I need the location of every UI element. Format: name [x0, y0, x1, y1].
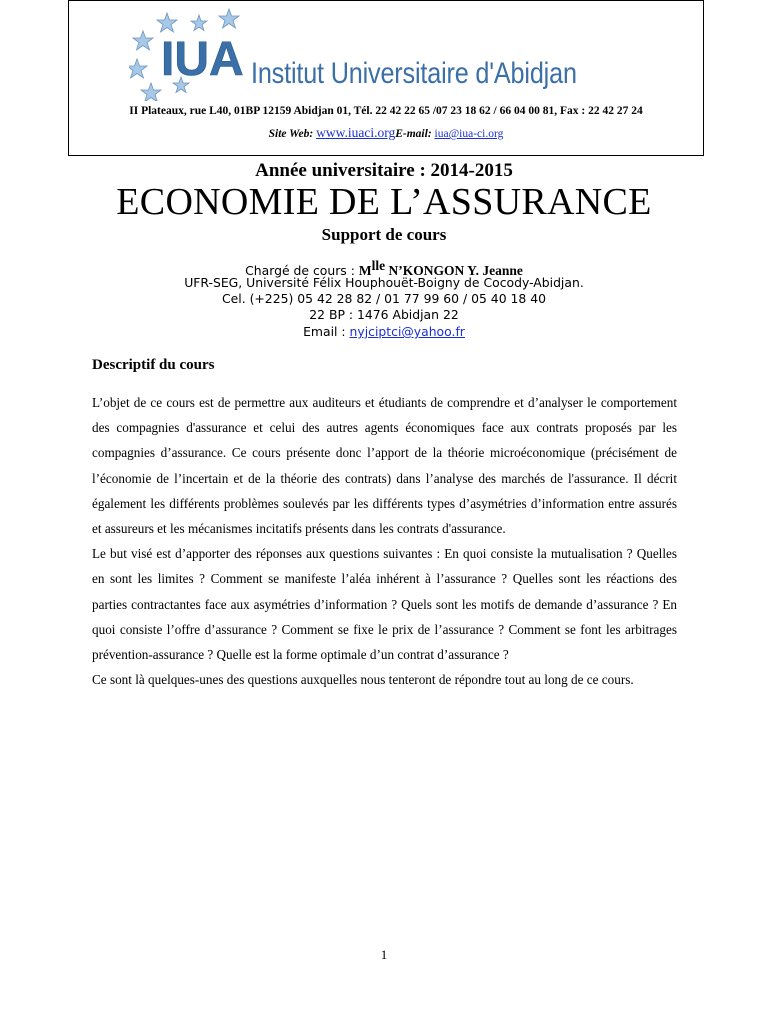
email-label: E-mail: — [395, 128, 432, 140]
page-number: 1 — [380, 947, 388, 962]
section-heading: Descriptif du cours — [92, 357, 215, 373]
letterhead-box — [68, 0, 704, 156]
description-paragraph: Ce sont là quelques-unes des questions auxquelles nous tenteront de répondre tout au long de ce cours. — [92, 672, 634, 688]
description-paragraph: Le but visé est d’apporter des réponses aux questions suivantes : En quoi consiste la mutualisation ? Quelles en sont les limites ? Comment se manifeste l’aléa inhérent à l’assurance ? Quelles sont les réactions des parties contractantes face aux asymétries d’information ? Quels sont les motifs de demande d’assurance ? En quoi consiste l’offre d’assurance ? Comment se fixe le prix de l’assurance ? Comment se font les arbitrages prévention-assurance ? Quelle est la forme optimale d’un contrat d’assurance ? — [92, 546, 677, 663]
po-box: 22 BP : 1476 Abidjan 22 — [309, 307, 459, 322]
affiliation: UFR-SEG, Université Félix Houphouët-Boigny de Cocody-Abidjan. — [184, 275, 584, 290]
logo-star — [191, 15, 207, 31]
logo-star — [129, 59, 147, 78]
course-description — [92, 390, 677, 692]
institution-name: Institut Universitaire d'Abidjan — [251, 57, 577, 90]
lecturer-email-link[interactable]: nyjciptci@yahoo.fr — [349, 324, 465, 339]
lecturer-label: Chargé de cours : — [245, 263, 359, 279]
phone-numbers: Cel. (+225) 05 42 28 82 / 01 77 99 60 / 05 40 18 40 — [222, 291, 546, 306]
lecturer-title: M — [358, 263, 372, 279]
site-link[interactable]: www.iuaci.org — [316, 125, 396, 140]
logo-star — [141, 83, 161, 101]
description-paragraph: L’objet de ce cours est de permettre aux auditeurs et étudiants de comprendre et d’analyser le comportement des compagnies d'assurance et celui des autres agents économiques face aux contrats proposés par les compagnies d’assurance. Ce cours présente donc l’apport de la théorie microéconomique (précisément de l’économie de l’incertain et de la théorie des contrats) dans l’analyse des marchés de l'assurance. Il décrit également les différents problèmes soulevés par les différents types d’asymétries d’information entre assurés et assureurs et les mécanismes incitatifs présents dans les contrats d'assurance. — [92, 395, 677, 537]
address-line: II Plateaux, rue L40, 01BP 12159 Abidjan 01, Tél. 22 42 22 65 /07 23 18 62 / 66 04 00 81, Fax : 22 42 27 24 — [129, 105, 643, 117]
email-link[interactable]: iua@iua-ci.org — [434, 128, 504, 140]
site-label: Site Web: — [268, 128, 314, 140]
course-subtitle: Support de cours — [321, 225, 447, 244]
logo-star — [219, 9, 239, 28]
lecturer-title-sup: lle — [371, 258, 386, 273]
email-line — [0, 324, 768, 339]
logo-star — [157, 13, 177, 32]
lecturer-name: N’KONGON Y. Jeanne — [385, 263, 523, 279]
academic-year: Année universitaire : 2014-2015 — [255, 160, 513, 181]
logo-text: IUA — [161, 33, 244, 86]
email-label: Email : — [303, 324, 350, 339]
course-title: ECONOMIE DE L’ASSURANCE — [116, 181, 652, 223]
contact-line — [69, 125, 703, 141]
logo-star — [133, 31, 153, 50]
